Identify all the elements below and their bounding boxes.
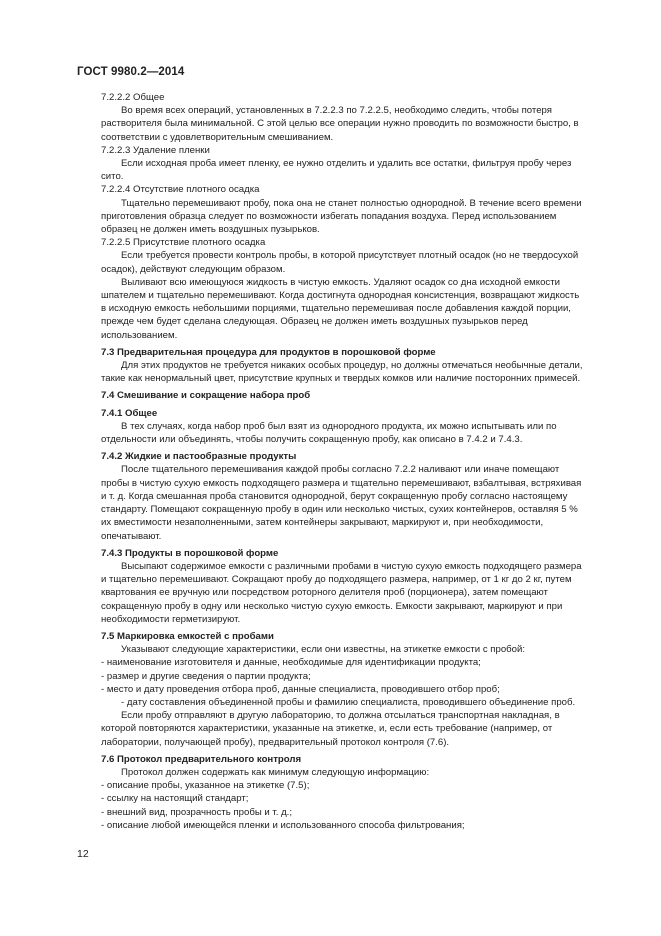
paragraph: Для этих продуктов не требуется никаких особых процедур, но должны отмечаться необычные детали, такие как ненормальный цвет, присутствие крупных и твердых комков или наличие посторонних примесей. <box>101 360 583 385</box>
paragraph: Высыпают содержимое емкости с различными пробами в чистую сухую емкость подходящего размера и тщательно перемешивают. Сокращают пробу до подходящего размера, например, от 1 кг до 2 кг, путем квартования ее вручную или посредством роторного делителя проб (порционера), затем помещают сокращенную пробу в одну или несколько чистую сухую емкость. Емкости закрывают, маркируют и при необходимости герметизируют. <box>101 560 582 625</box>
paragraph: Тщательно перемешивают пробу, пока она не станет полностью однородной. В течение всего времени приготовления образца следует по возможности избегать попадания воздуха. Перед использованием образец не должен иметь воздушных пузырьков. <box>101 197 582 236</box>
list-item: - дату составления объединенной пробы и фамилию специалиста, проводившего объединение проб. <box>121 696 576 708</box>
subsection-title: 7.2.2.3 Удаление пленки <box>101 144 210 156</box>
paragraph: Указывают следующие характеристики, если они известны, на этикетке емкости с пробой: <box>121 644 526 656</box>
subsection-title: 7.2.2.5 Присутствие плотного осадка <box>101 237 266 249</box>
list-item: - внешний вид, прозрачность пробы и т. д.; <box>101 806 292 818</box>
paragraph: Во время всех операций, установленных в 7.2.2.3 по 7.2.2.5, необходимо следить, чтобы потеря растворителя была минимальной. С этой целью все операции нужно проводить по возможности быстро, в соответствии с удовлетворительным смешиванием. <box>101 105 579 143</box>
list-item: - наименование изготовителя и данные, необходимые для идентификации продукта; <box>101 657 481 669</box>
paragraph: Если исходная проба имеет пленку, ее нужно отделить и удалить все остатки, фильтруя пробу через сито. <box>101 158 572 183</box>
paragraph: В тех случаях, когда набор проб был взят из однородного продукта, их можно испытывать или по отдельности или объединять, чтобы получить сокращенную пробу, как описано в 7.4.2 и 7.4.3. <box>101 420 557 446</box>
page-number: 12 <box>77 848 89 860</box>
list-item: - ссылку на настоящий стандарт; <box>101 793 249 805</box>
paragraph: Протокол должен содержать как минимум следующую информацию: <box>121 766 430 778</box>
section-heading: 7.4.1 Общее <box>101 407 158 419</box>
list-item: - место и дату проведения отбора проб, данные специалиста, проводившего отбор проб; <box>101 683 500 695</box>
paragraph: Выливают всю имеющуюся жидкость в чистую емкость. Удаляют осадок со дна исходной емкости шпателем и тщательно перемешивают. Когда достигнута однородная консистенция, возвращают жидкость в исходную емкость небольшими порциями, тщательно перемешивая после добавления каждой порции, прежде чем будет сделана следующая. Образец не должен иметь воздушных пузырьков перед использованием. <box>101 276 580 341</box>
section-heading: 7.4 Смешивание и сокращение набора проб <box>101 390 311 402</box>
document-header: ГОСТ 9980.2—2014 <box>77 66 185 78</box>
list-item: - описание пробы, указанное на этикетке (7.5); <box>101 780 310 792</box>
section-heading: 7.3 Предварительная процедура для продуктов в порошковой форме <box>101 346 436 358</box>
document-body <box>81 91 585 832</box>
section-heading: 7.4.3 Продукты в порошковой форме <box>101 547 279 559</box>
section-heading: 7.5 Маркировка емкостей с пробами <box>101 630 274 642</box>
subsection-title: 7.2.2.2 Общее <box>101 92 165 103</box>
subsection-title: 7.2.2.4 Отсутствие плотного осадка <box>101 184 260 196</box>
list-item: - описание любой имеющейся пленки и использованного способа фильтрования; <box>101 819 465 831</box>
paragraph: Если требуется провести контроль пробы, в которой присутствует плотный осадок (но не твердосухой осадок), действуют следующим образом. <box>101 250 579 275</box>
list-item: - размер и другие сведения о партии продукта; <box>101 670 311 682</box>
section-heading: 7.6 Протокол предварительного контроля <box>101 753 302 765</box>
paragraph: После тщательного перемешивания каждой пробы согласно 7.2.2 наливают или иначе помещают пробы в чистую сухую емкость подходящего размера и тщательно перемешивают, взбалтывая, встряхивая и т. д. Когда смешанная проба становится однородной, берут сокращенную пробу согласно настоящему стандарту. Помещают сокращенную пробу в один или несколько чистых, сухих контейнеров, оставляя 5 % их вместимости незаполненными, затем контейнеры закрывают, маркируют и, при необходимости, опечатывают. <box>101 464 582 542</box>
paragraph: Если пробу отправляют в другую лабораторию, то должна отсылаться транспортная накладная, в которой повторяются характеристики, указанные на этикетке, и, если есть требование (например, от лаборатории, получающей пробу), предварительный протокол контроля (7.6). <box>101 710 560 748</box>
section-heading: 7.4.2 Жидкие и пастообразные продукты <box>101 451 297 463</box>
